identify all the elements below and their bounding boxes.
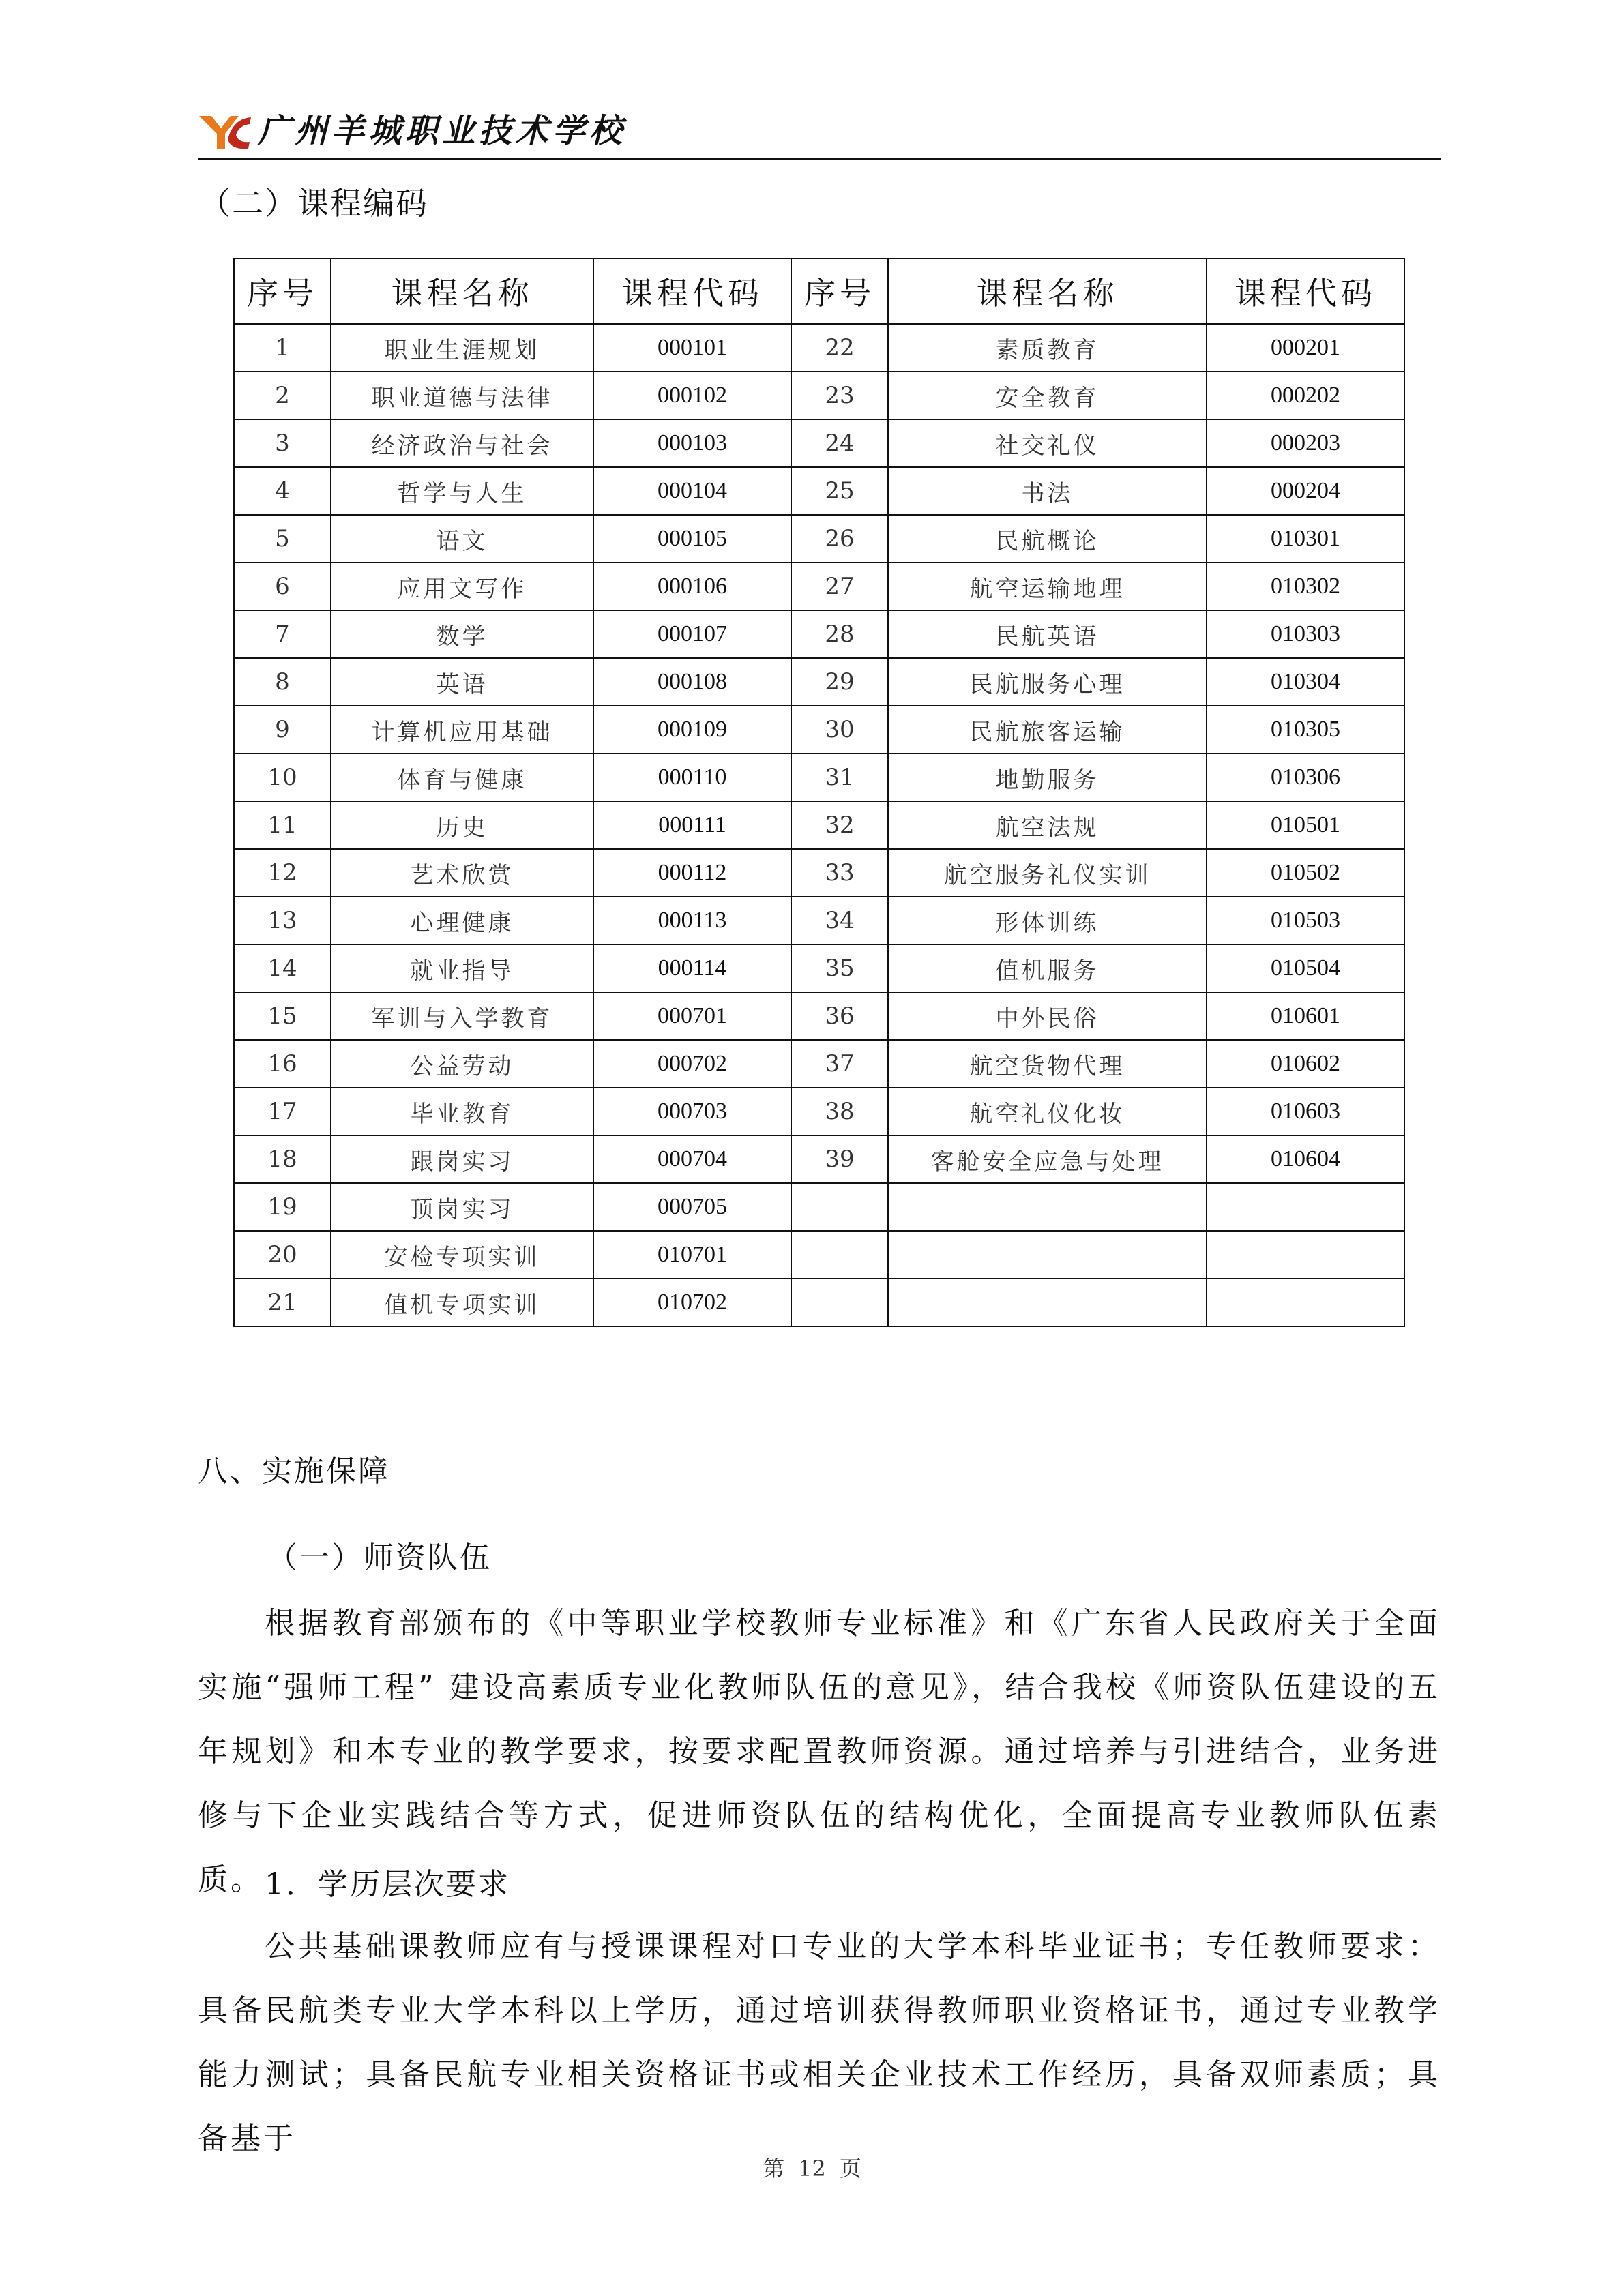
table-cell [888,1279,1207,1326]
table-cell: 中外民俗 [888,992,1207,1040]
table-cell: 经济政治与社会 [331,419,593,467]
table-row [234,610,1404,658]
table-cell: 000113 [593,897,791,944]
table-cell: 6 [234,563,331,610]
table-header-row [234,258,1404,324]
table-cell: 010701 [593,1231,791,1279]
table-cell [888,1183,1207,1231]
table-cell: 公益劳动 [331,1040,593,1088]
table-cell: 010301 [1207,515,1404,563]
table-cell: 38 [791,1088,888,1135]
page-header [198,109,1441,157]
table-cell: 4 [234,467,331,515]
page-number-suffix: 页 [839,2156,861,2181]
table-cell: 34 [791,897,888,944]
table-row [234,419,1404,467]
requirement-title: 1．学历层次要求 [265,1867,510,1902]
table-cell [1207,1279,1404,1326]
table-cell: 5 [234,515,331,563]
table-cell: 民航概论 [888,515,1207,563]
table-cell: 000204 [1207,467,1404,515]
table-cell: 31 [791,754,888,801]
table-cell: 航空法规 [888,801,1207,849]
table-cell [1207,1231,1404,1279]
table-cell: 010501 [1207,801,1404,849]
table-row [234,563,1404,610]
table-row [234,1279,1404,1326]
table-row [234,754,1404,801]
table-row [234,992,1404,1040]
table-cell: 14 [234,944,331,992]
table-row [234,1040,1404,1088]
table-cell: 航空货物代理 [888,1040,1207,1088]
table-cell: 27 [791,563,888,610]
table-row [234,944,1404,992]
school-logo-icon [198,112,252,151]
table-cell: 18 [234,1135,331,1183]
section-title: 八、实施保障 [198,1454,390,1489]
table-cell: 民航英语 [888,610,1207,658]
table-cell: 计算机应用基础 [331,706,593,754]
table-cell: 语文 [331,515,593,563]
table-cell: 010503 [1207,897,1404,944]
table-cell: 安全教育 [888,372,1207,419]
table-cell: 8 [234,658,331,706]
table-cell: 地勤服务 [888,754,1207,801]
table-cell: 28 [791,610,888,658]
table-cell: 26 [791,515,888,563]
table-cell: 跟岗实习 [331,1135,593,1183]
table-cell: 000104 [593,467,791,515]
table-cell: 000703 [593,1088,791,1135]
table-cell: 1 [234,324,331,372]
table-cell: 体育与健康 [331,754,593,801]
table-cell: 顶岗实习 [331,1183,593,1231]
table-cell: 22 [791,324,888,372]
table-row [234,372,1404,419]
table-cell [791,1279,888,1326]
table-cell: 000705 [593,1183,791,1231]
table-cell: 33 [791,849,888,897]
table-cell: 历史 [331,801,593,849]
table-cell: 39 [791,1135,888,1183]
table-cell: 形体训练 [888,897,1207,944]
table-row [234,324,1404,372]
table-cell: 航空礼仪化妆 [888,1088,1207,1135]
table-cell: 23 [791,372,888,419]
table-cell: 37 [791,1040,888,1088]
table-cell: 哲学与人生 [331,467,593,515]
table-cell: 书法 [888,467,1207,515]
table-cell [1207,1183,1404,1231]
table-row [234,849,1404,897]
table-cell: 010302 [1207,563,1404,610]
table-cell [791,1231,888,1279]
table-cell: 010603 [1207,1088,1404,1135]
table-cell: 职业道德与法律 [331,372,593,419]
table-cell: 15 [234,992,331,1040]
table-row [234,515,1404,563]
table-cell: 客舱安全应急与处理 [888,1135,1207,1183]
table-cell: 16 [234,1040,331,1088]
table-cell: 010602 [1207,1040,1404,1088]
course-code-table [233,258,1405,1327]
table-cell: 3 [234,419,331,467]
table-cell: 2 [234,372,331,419]
header-divider [198,158,1441,160]
table-row [234,897,1404,944]
table-cell: 20 [234,1231,331,1279]
table-cell: 民航旅客运输 [888,706,1207,754]
table-cell: 000202 [1207,372,1404,419]
table-cell: 000101 [593,324,791,372]
table-cell: 应用文写作 [331,563,593,610]
table-cell: 000702 [593,1040,791,1088]
table-cell: 军训与入学教育 [331,992,593,1040]
table-cell: 安检专项实训 [331,1231,593,1279]
table-cell: 000109 [593,706,791,754]
table-cell: 值机专项实训 [331,1279,593,1326]
table-cell: 010304 [1207,658,1404,706]
table-row [234,467,1404,515]
table-cell: 010306 [1207,754,1404,801]
table-cell: 000106 [593,563,791,610]
table-cell: 000203 [1207,419,1404,467]
table-cell: 13 [234,897,331,944]
table-cell: 11 [234,801,331,849]
table-cell: 职业生涯规划 [331,324,593,372]
table-cell: 000103 [593,419,791,467]
table-cell: 毕业教育 [331,1088,593,1135]
table-cell: 航空服务礼仪实训 [888,849,1207,897]
table-cell: 7 [234,610,331,658]
table-cell: 社交礼仪 [888,419,1207,467]
table-cell: 英语 [331,658,593,706]
table-cell: 010502 [1207,849,1404,897]
page-footer [0,2151,1624,2183]
table-cell: 就业指导 [331,944,593,992]
table-row [234,658,1404,706]
table-cell: 19 [234,1183,331,1231]
table-cell: 000701 [593,992,791,1040]
header-cell: 课程代码 [1207,258,1404,324]
table-cell: 010604 [1207,1135,1404,1183]
table-cell: 12 [234,849,331,897]
table-cell: 29 [791,658,888,706]
table-cell: 24 [791,419,888,467]
table-cell: 10 [234,754,331,801]
table-cell: 心理健康 [331,897,593,944]
table-cell: 30 [791,706,888,754]
table-cell: 36 [791,992,888,1040]
table-cell: 素质教育 [888,324,1207,372]
table-cell: 民航服务心理 [888,658,1207,706]
table-row [234,1088,1404,1135]
header-cell: 课程代码 [593,258,791,324]
table-cell: 000108 [593,658,791,706]
table-cell: 25 [791,467,888,515]
table-cell: 000105 [593,515,791,563]
table-cell [791,1183,888,1231]
header-cell: 序号 [234,258,331,324]
table-cell: 000111 [593,801,791,849]
header-cell: 课程名称 [888,258,1207,324]
page-number-prefix: 第 [763,2156,785,2181]
table-cell: 000112 [593,849,791,897]
table-cell: 010601 [1207,992,1404,1040]
paragraph [198,1915,1441,2171]
table-cell: 数学 [331,610,593,658]
table-cell: 010702 [593,1279,791,1326]
table-cell: 000102 [593,372,791,419]
header-cell: 课程名称 [331,258,593,324]
table-cell: 010305 [1207,706,1404,754]
table-row [234,1183,1404,1231]
section-subtitle-course-codes: （二）课程编码 [199,185,428,222]
paragraph-text: 公共基础课教师应有与授课课程对口专业的大学本科毕业证书；专任教师要求：具备民航类专业大学本科以上学历，通过培训获得教师职业资格证书，通过专业教学能力测试；具备民航专业相关资格证书或相关企业技术工作经历，具备双师素质；具备基于 [198,1929,1441,2156]
table-cell: 000201 [1207,324,1404,372]
table-row [234,1231,1404,1279]
table-row [234,801,1404,849]
table-cell: 010504 [1207,944,1404,992]
table-cell: 21 [234,1279,331,1326]
table-cell: 17 [234,1088,331,1135]
table-cell: 9 [234,706,331,754]
table-row [234,706,1404,754]
header-cell: 序号 [791,258,888,324]
school-name: 广州羊城职业技术学校 [258,112,627,150]
page-number: 12 [798,2156,826,2181]
table-cell: 000704 [593,1135,791,1183]
table-cell: 000110 [593,754,791,801]
table-cell [888,1231,1207,1279]
table-cell: 航空运输地理 [888,563,1207,610]
paragraph-text: 根据教育部颁布的《中等职业学校教师专业标准》和《广东省人民政府关于全面实施“强师工程” 建设高素质专业化教师队伍的意见》，结合我校《师资队伍建设的五年规划》和本专业的教学要求，按要求配置教师资源。通过培养与引进结合，业务进修与下企业实践结合等方式，促进师资队伍的结构优化，全面提高专业教师队伍素质。 [198,1606,1441,1897]
table-cell: 32 [791,801,888,849]
table-cell: 35 [791,944,888,992]
subsection-title: （一）师资队伍 [267,1540,492,1575]
table-cell: 值机服务 [888,944,1207,992]
table-row [234,1135,1404,1183]
table-cell: 艺术欣赏 [331,849,593,897]
table-cell: 000107 [593,610,791,658]
table-cell: 010303 [1207,610,1404,658]
table-cell: 000114 [593,944,791,992]
